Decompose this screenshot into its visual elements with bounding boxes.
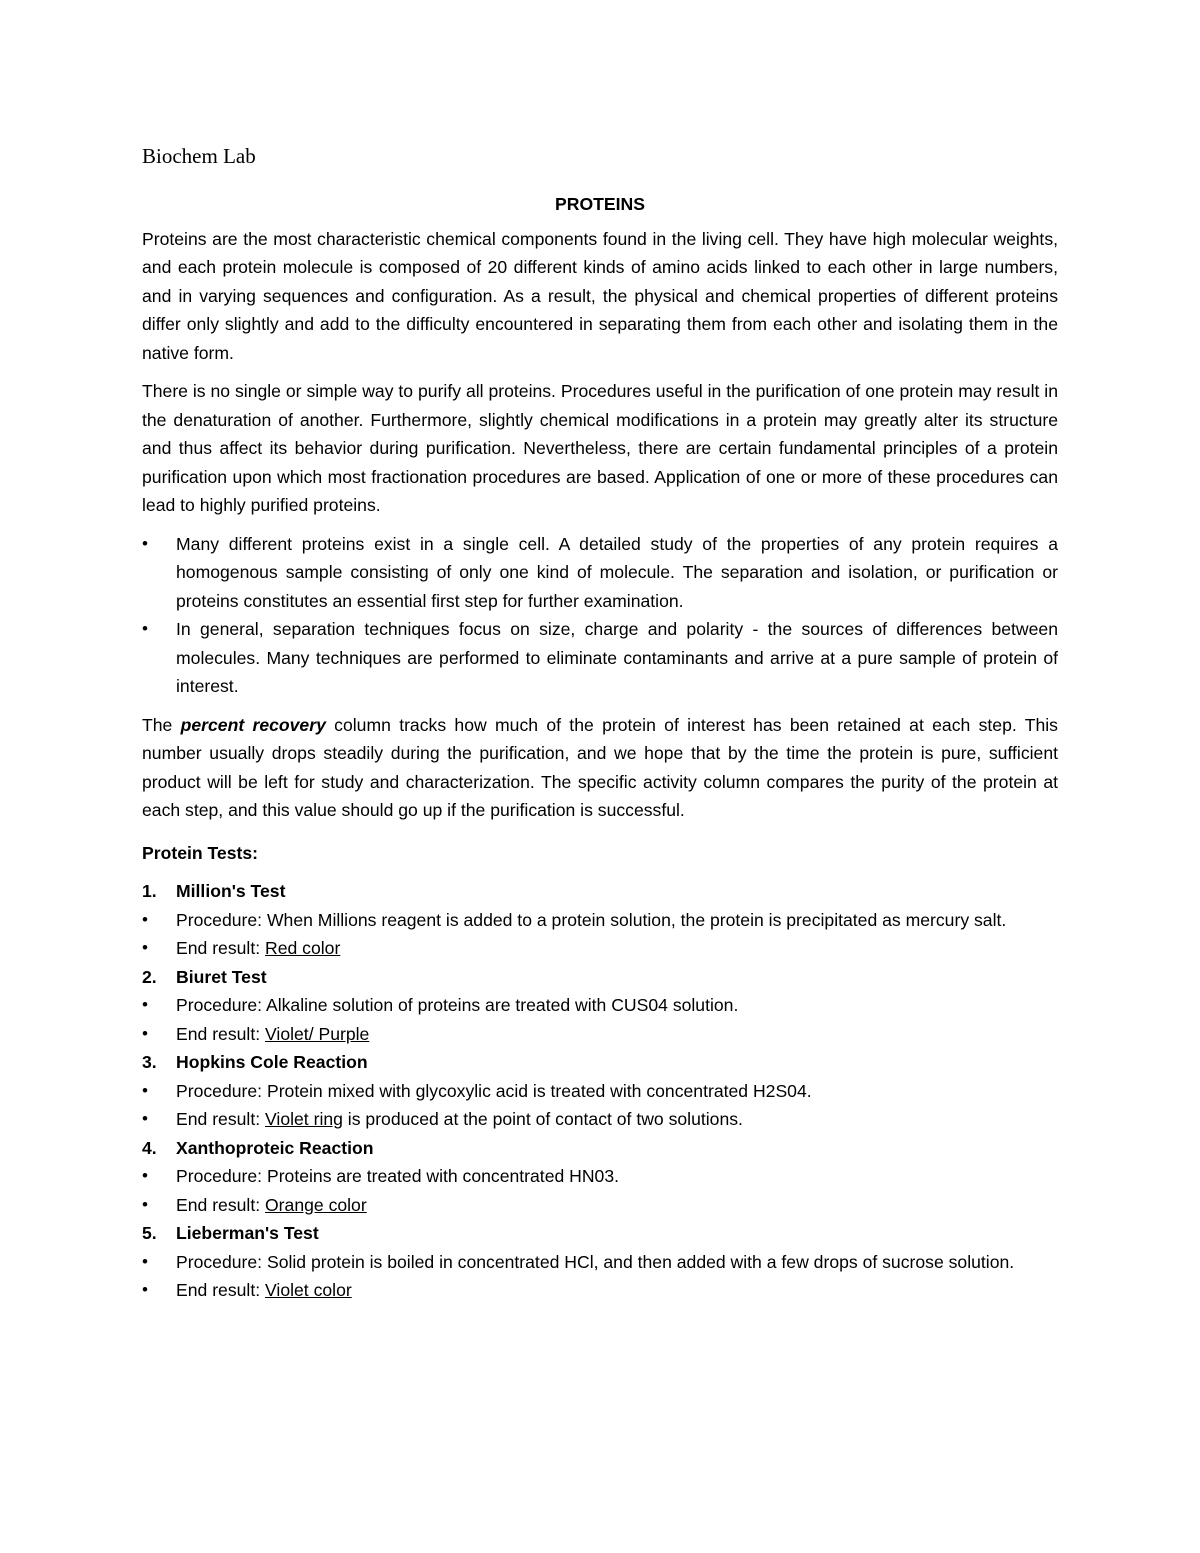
test-title: Lieberman's Test xyxy=(176,1223,319,1243)
test-result xyxy=(142,1020,1058,1049)
test-item xyxy=(142,1219,1058,1305)
test-procedure xyxy=(142,991,1058,1020)
test-title: Hopkins Cole Reaction xyxy=(176,1052,368,1072)
procedure-label: Procedure: xyxy=(176,1166,267,1186)
test-result xyxy=(142,1276,1058,1305)
test-item xyxy=(142,963,1058,1049)
test-item xyxy=(142,1048,1058,1134)
test-title: Million's Test xyxy=(176,881,286,901)
test-number: 4. xyxy=(142,1137,157,1158)
tests-list xyxy=(142,877,1058,1305)
test-result xyxy=(142,1105,1058,1134)
test-number: 1. xyxy=(142,881,157,901)
test-result xyxy=(142,1191,1058,1220)
result-value: Violet ring xyxy=(265,1109,343,1129)
result-label: End result: xyxy=(176,1109,265,1129)
test-item xyxy=(142,1134,1058,1220)
purification-paragraph: There is no single or simple way to purify all proteins. Procedures useful in the purification of one protein may result in the denaturation of another. Furthermore, slightly chemical modifications in a protein may greatly alter its structure and thus affect its behavior during purification. Nevertheless, there are certain fundamental principles of a protein purification upon which most fractionation procedures are based. Application of one or more of these procedures can lead to highly purified proteins. xyxy=(142,381,1058,515)
recovery-paragraph xyxy=(142,711,1058,825)
result-value: Orange color xyxy=(265,1194,367,1215)
bullet-list xyxy=(142,530,1058,701)
result-label: End result: xyxy=(176,938,265,958)
procedure-text: Solid protein is boiled in concentrated HCl, and then added with a few drops of sucrose solution. xyxy=(266,1251,1015,1272)
test-number: 2. xyxy=(142,966,157,987)
list-item: • Many different proteins exist in a single cell. A detailed study of the properties of any protein requires a homogenous sample consisting of only one kind of molecule. The separation and isolation, or purification or proteins constitutes an essential first step for further examination. xyxy=(142,530,1058,616)
test-number: 3. xyxy=(142,1052,157,1072)
procedure-label: Procedure: xyxy=(176,995,266,1015)
recovery-emphasis: percent recovery xyxy=(180,714,326,735)
test-result xyxy=(142,934,1058,963)
test-title: Biuret Test xyxy=(176,966,267,987)
result-value: Red color xyxy=(265,938,341,958)
tests-title: Protein Tests: xyxy=(142,842,259,863)
procedure-label: Procedure: xyxy=(176,1080,267,1101)
test-number: 5. xyxy=(142,1223,157,1243)
test-name xyxy=(142,1134,1058,1163)
test-title: Xanthoproteic Reaction xyxy=(176,1137,374,1158)
test-procedure xyxy=(142,1077,1058,1106)
result-value: Violet/ Purple xyxy=(265,1023,370,1044)
procedure-text: Protein mixed with glycoxylic acid is treated with concentrated H2S04. xyxy=(266,1080,812,1101)
document-body xyxy=(142,140,1058,1305)
test-name xyxy=(142,1048,1058,1077)
intro-paragraph: Proteins are the most characteristic chemical components found in the living cell. They have high molecular weights, and each protein molecule is composed of 20 different kinds of amino acids linked to each other in large numbers, and in varying sequences and configuration. As a result, the physical and chemical properties of different proteins differ only slightly and add to the difficulty encountered in separating them from each other and isolating them in the native form. xyxy=(142,228,1058,363)
test-item xyxy=(142,877,1058,963)
section-heading: PROTEINS xyxy=(555,194,645,214)
document-title: Biochem Lab xyxy=(142,144,256,168)
test-name xyxy=(142,1219,1058,1248)
recovery-text: column tracks how much of the protein of interest has been retained at each step. This number usually drops steadily during the purification, and we hope that by the time the protein is pure, sufficient product will be left for study and characterization. The specific activity column compares the purity of the protein at each step, and this value should go up if the purification is successful. xyxy=(142,714,1058,820)
result-label: End result: xyxy=(176,1280,265,1300)
result-value: Violet color xyxy=(265,1280,352,1300)
result-label: End result: xyxy=(176,1194,265,1215)
procedure-label: Procedure: xyxy=(176,909,267,930)
test-procedure xyxy=(142,1162,1058,1191)
procedure-label: Procedure: xyxy=(176,1251,267,1272)
test-procedure xyxy=(142,906,1058,935)
procedure-text: Alkaline solution of proteins are treated with CUS04 solution. xyxy=(265,995,739,1015)
test-procedure xyxy=(142,1248,1058,1277)
procedure-text: When Millions reagent is added to a protein solution, the protein is precipitated as mercury salt. xyxy=(266,909,1007,930)
recovery-prefix: The xyxy=(142,714,181,735)
test-name xyxy=(142,963,1058,992)
procedure-text: Proteins are treated with concentrated HN03. xyxy=(266,1166,620,1186)
test-name xyxy=(142,877,1058,906)
result-suffix: is produced at the point of contact of two solutions. xyxy=(342,1109,743,1129)
result-label: End result: xyxy=(176,1023,265,1044)
list-item: • In general, separation techniques focus on size, charge and polarity - the sources of differences between molecules. Many techniques are performed to eliminate contaminants and arrive at a pure sample of protein of interest. xyxy=(142,615,1058,701)
